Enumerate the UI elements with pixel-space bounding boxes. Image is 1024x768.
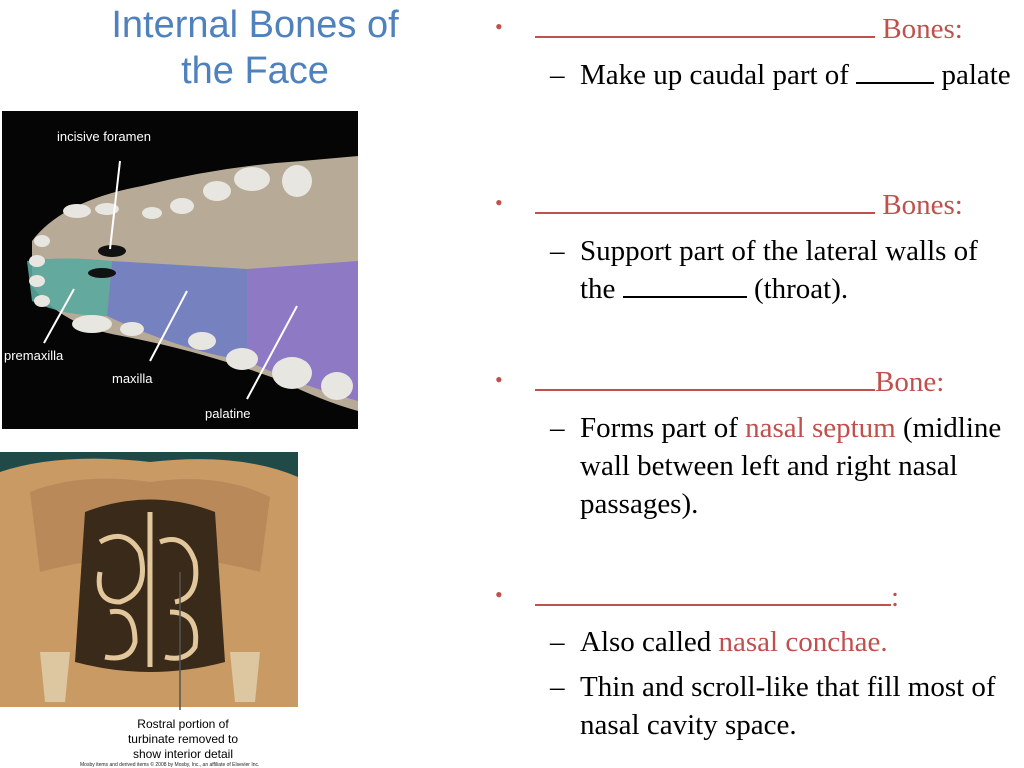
- sub-dash: –: [550, 412, 565, 444]
- bullet-heading-suffix: Bones:: [875, 13, 963, 45]
- sub-text: Thin and scroll-like that fill most of nasal cavity space.: [580, 671, 996, 741]
- caption-line-3: show interior detail: [132, 747, 234, 761]
- answer-blank: [535, 186, 875, 214]
- label-palatine: palatine: [205, 406, 251, 421]
- sub-text-end: (throat).: [746, 273, 849, 305]
- bullet-dot: •: [495, 367, 503, 392]
- caption-line-1: Rostral portion of: [137, 717, 229, 731]
- highlight-term: nasal conchae.: [718, 626, 888, 658]
- sub-dash: –: [550, 235, 565, 267]
- sub-text: Also called: [580, 626, 719, 658]
- sub-dash: –: [550, 626, 565, 658]
- sub-text: Forms part of: [580, 412, 746, 444]
- sub-text-end: (midline wall between left and right nasal passages).: [580, 412, 1002, 520]
- bullet-dot: •: [495, 190, 503, 215]
- sub-text-end: palate: [934, 59, 1011, 91]
- caption-line-2: turbinate removed to: [127, 732, 239, 746]
- bullet-heading-suffix: Bones:: [875, 189, 963, 221]
- answer-blank: [535, 578, 891, 606]
- answer-blank: [535, 363, 875, 391]
- label-premaxilla: premaxilla: [4, 348, 64, 363]
- answer-blank: [623, 272, 747, 298]
- sub-text: Support part of the lateral walls of the: [580, 235, 978, 305]
- label-maxilla: maxilla: [112, 371, 153, 386]
- sub-text: Make up caudal part of: [580, 59, 857, 91]
- sub-dash: –: [550, 671, 565, 703]
- highlight-term: nasal septum: [745, 412, 896, 444]
- label-incisive-foramen: incisive foramen: [57, 129, 151, 144]
- bullet-dot: •: [495, 14, 503, 39]
- skull-palate-figure: [2, 111, 358, 429]
- slide-title: Internal Bones of the Face: [111, 4, 399, 92]
- answer-blank: [535, 10, 875, 38]
- bullet-dot: •: [495, 582, 503, 607]
- bullet-heading-suffix: Bone:: [875, 366, 945, 398]
- skull-turbinate-illustration: [0, 452, 298, 768]
- skull-turbinate-figure: [0, 452, 298, 768]
- figure-credit: Mosby items and derived items © 2008 by Mosby, Inc., an affiliate of Elsevier Inc.: [80, 762, 260, 768]
- bullet-heading-suffix: :: [891, 581, 900, 613]
- answer-blank: [856, 58, 934, 84]
- sub-dash: –: [550, 59, 565, 91]
- skull-palate-illustration: [2, 111, 358, 429]
